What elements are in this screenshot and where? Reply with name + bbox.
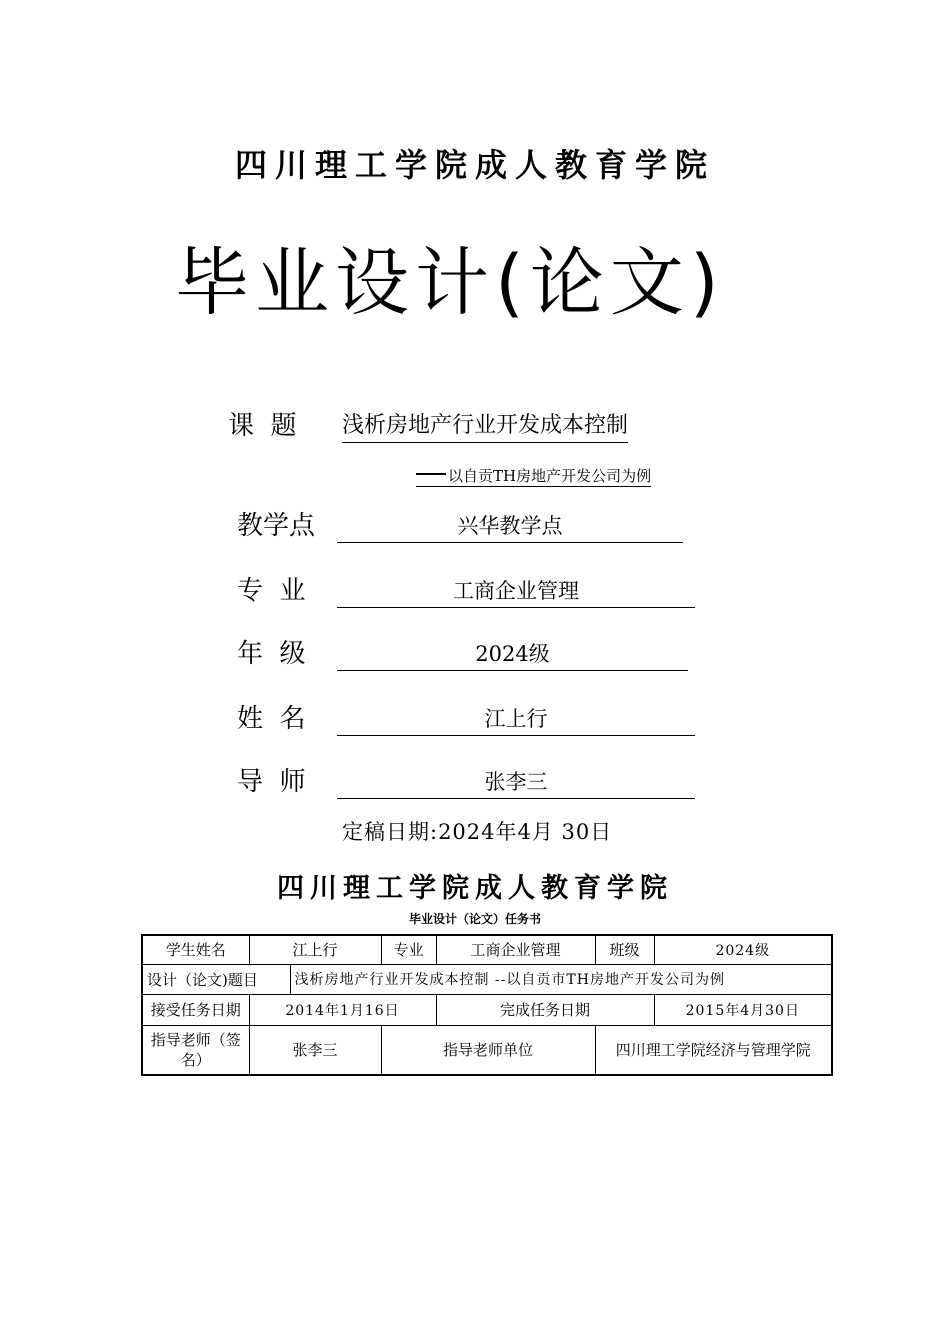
topic-value-cell: 浅析房地产行业开发成本控制 --以自贡市TH房地产开发公司为例	[290, 964, 832, 994]
major-value: 工商企业管理	[436, 935, 595, 964]
table-row	[142, 935, 832, 964]
advisor-unit-value: 四川理工学院经济与管理学院	[595, 1025, 832, 1075]
school-name: 四川理工学院成人教育学院	[234, 146, 715, 184]
receive-date-value: 2014年1月16日	[249, 994, 436, 1025]
advisor-sign-label: 指导老师（签名）	[142, 1025, 249, 1075]
student-name-label: 学生姓名	[142, 935, 249, 964]
topic-subtitle: 以自贡TH房地产开发公司为例	[448, 467, 652, 485]
em-dash	[416, 473, 446, 475]
class-label: 班级	[595, 935, 654, 964]
field-value-teaching-site: 兴华教学点	[337, 512, 683, 543]
field-value-major: 工商企业管理	[337, 577, 695, 608]
field-label-advisor: 导 师	[237, 767, 306, 797]
advisor-value: 张李三	[249, 1025, 381, 1075]
task-table	[141, 934, 833, 1076]
advisor-unit-label: 指导老师单位	[381, 1025, 595, 1075]
task-caption: 毕业设计（论文）任务书	[408, 912, 541, 926]
topic-value: 浅析房地产行业开发成本控制	[342, 412, 628, 443]
field-value-advisor: 张李三	[337, 768, 695, 799]
final-date: 定稿日期:2024年4月 30日	[342, 820, 613, 844]
task-school-name: 四川理工学院成人教育学院	[277, 873, 673, 904]
table-row	[142, 994, 832, 1025]
field-label-grade: 年 级	[237, 639, 306, 669]
topic-label-cell: 设计（论文)题目	[142, 964, 290, 994]
student-name-value: 江上行	[249, 935, 381, 964]
topic-subtitle-row	[416, 466, 651, 487]
field-label-major: 专 业	[237, 576, 306, 606]
field-label-teaching-site: 教学点	[237, 511, 316, 541]
receive-date-label: 接受任务日期	[142, 994, 249, 1025]
topic-label: 课 题	[228, 411, 297, 441]
class-value: 2024级	[654, 935, 832, 964]
field-label-name: 姓 名	[237, 704, 306, 734]
document-title: 毕业设计(论文)	[175, 240, 725, 326]
complete-date-label: 完成任务日期	[436, 994, 654, 1025]
table-row	[142, 964, 832, 994]
table-row	[142, 1025, 832, 1075]
field-value-grade: 2024级	[337, 640, 688, 671]
major-label: 专业	[381, 935, 436, 964]
field-value-name: 江上行	[337, 705, 695, 736]
complete-date-value: 2015年4月30日	[654, 994, 832, 1025]
